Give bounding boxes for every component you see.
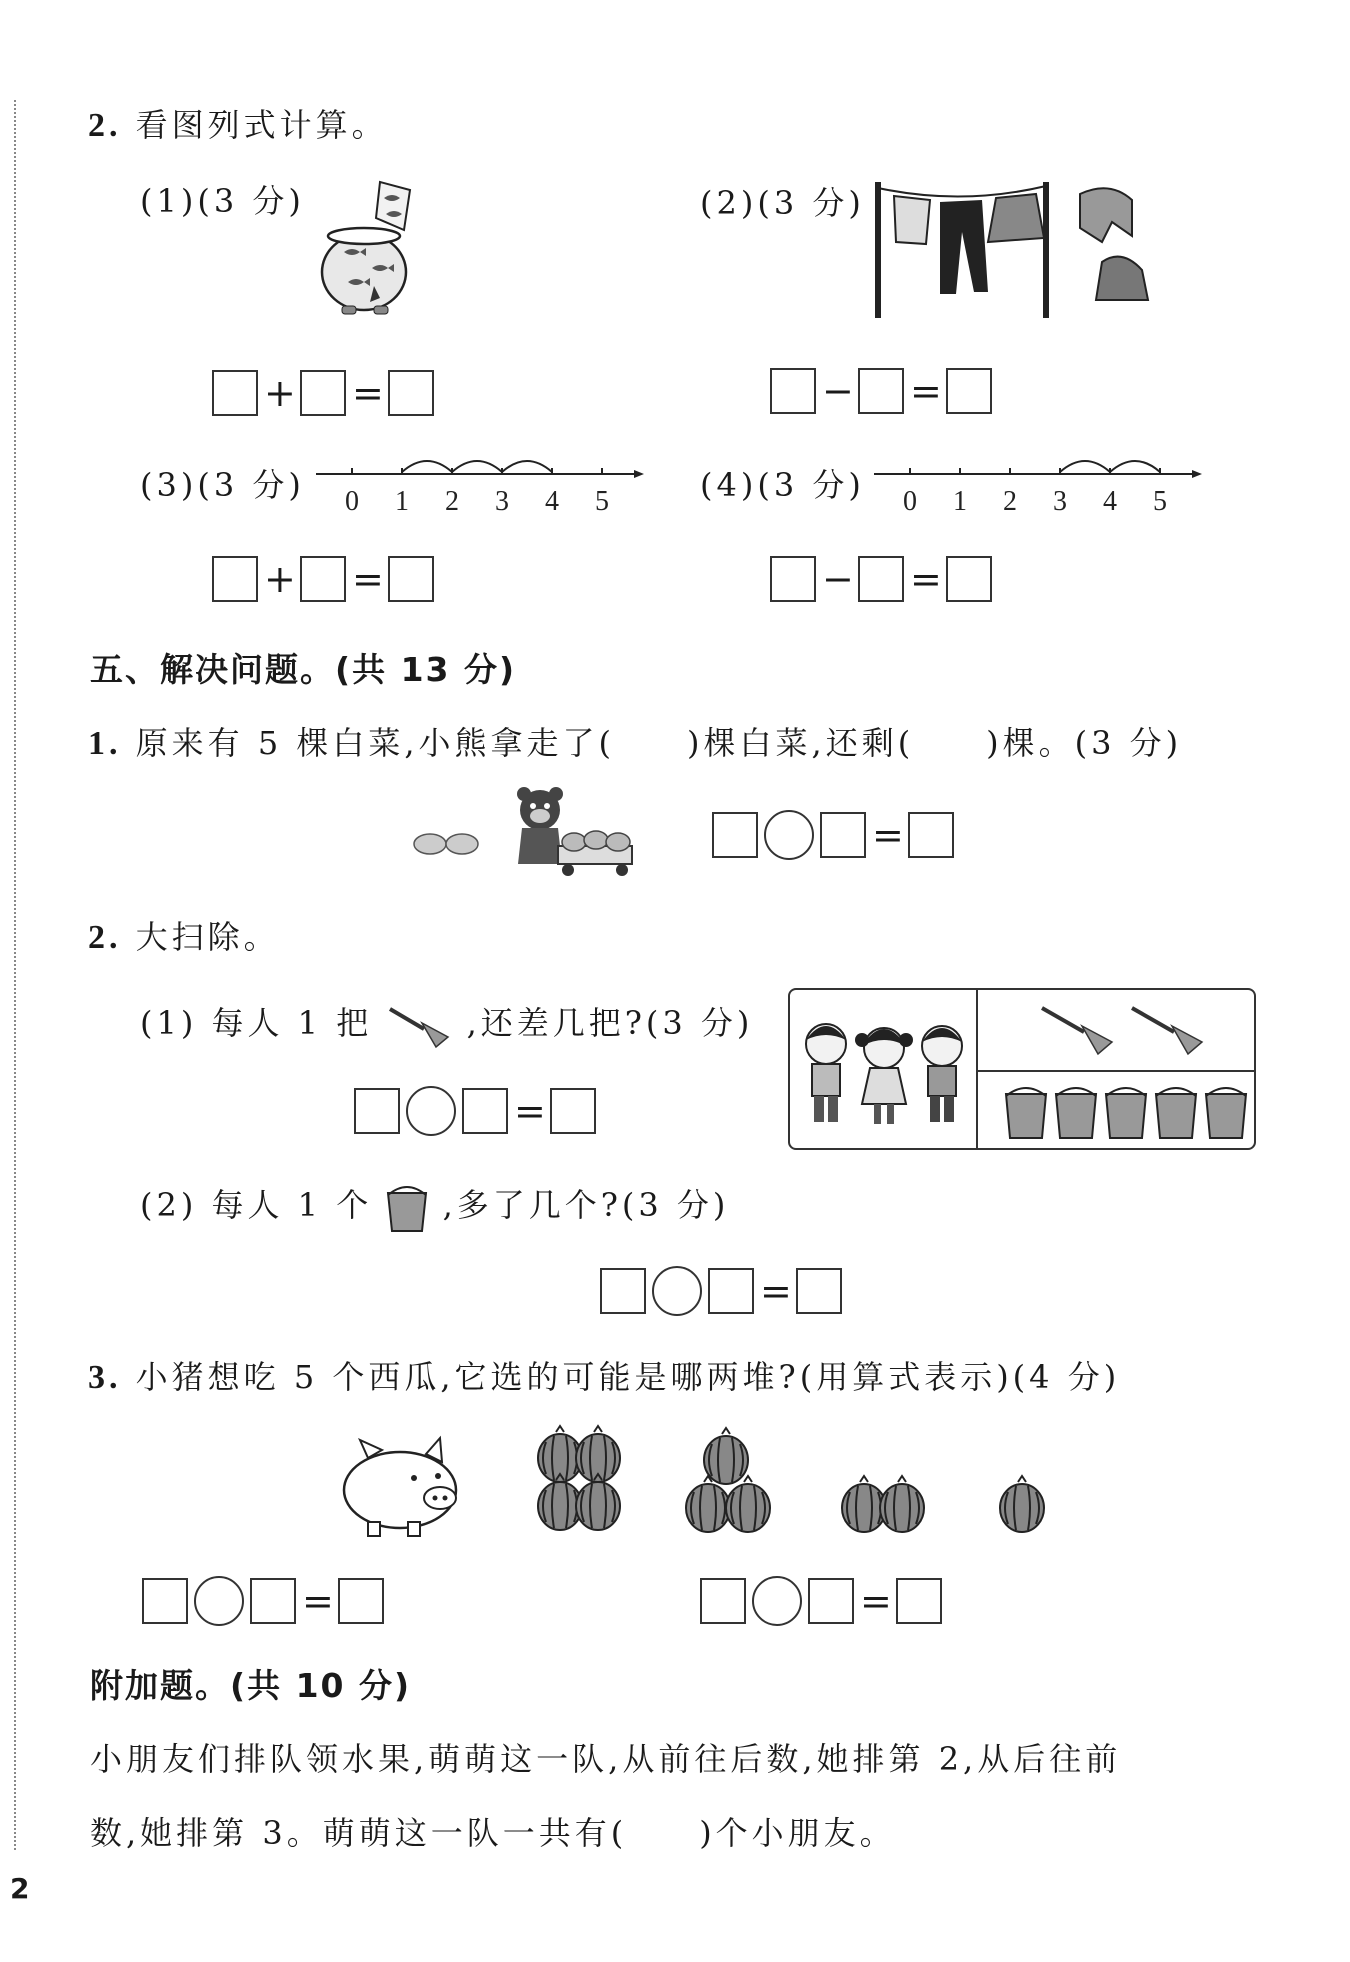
plus-sign: +: [264, 371, 296, 415]
tick-label: 2: [1003, 486, 1017, 517]
equals-sign: =: [760, 1269, 792, 1313]
answer-box[interactable]: [600, 1268, 646, 1314]
equals-sign: =: [514, 1089, 546, 1133]
s5-question-3: [88, 1352, 1120, 1398]
answer-box[interactable]: [388, 556, 434, 602]
minus-sign: −: [822, 369, 854, 413]
tick-label: 5: [1153, 486, 1167, 517]
answer-box[interactable]: [796, 1268, 842, 1314]
number-line-4: [872, 450, 1202, 520]
tick-label: 0: [903, 486, 917, 517]
equation-s5-q2-2: [600, 1266, 842, 1316]
broom-icon: [1036, 1000, 1236, 1060]
answer-box[interactable]: [250, 1578, 296, 1624]
binding-margin-line: [14, 100, 16, 1850]
answer-box[interactable]: [946, 556, 992, 602]
watermelon-pile-1: [1000, 1476, 1044, 1532]
equation-part-2: [770, 368, 992, 414]
question-text: 小猪想吃 5 个西瓜,它选的可能是哪两堆?(用算式表示)(4 分): [135, 1358, 1121, 1396]
bucket-icon: [1002, 1084, 1252, 1144]
watermelon-piles: [532, 1424, 1072, 1554]
operator-circle[interactable]: [752, 1576, 802, 1626]
answer-box[interactable]: [770, 368, 816, 414]
answer-box[interactable]: [388, 370, 434, 416]
tick-label: 2: [445, 486, 459, 517]
part-4-label: (4)(3 分): [700, 466, 865, 504]
divider: [976, 990, 978, 1148]
question-number: 2.: [88, 919, 122, 956]
part-text: (2) 每人 1 个: [140, 1186, 373, 1224]
answer-box[interactable]: [946, 368, 992, 414]
children-icon: [796, 1010, 972, 1136]
bonus-text-line-1: 小朋友们排队领水果,萌萌这一队,从前往后数,她排第 2,从后往前: [90, 1740, 1122, 1778]
tick-label: 4: [545, 486, 559, 517]
answer-box[interactable]: [212, 370, 258, 416]
page-number: 2: [10, 1872, 30, 1905]
equals-sign: =: [352, 557, 384, 601]
clothesline-icon: [870, 172, 1170, 320]
question-text: 看图列式计算。: [135, 106, 388, 144]
question-number: 2.: [88, 107, 122, 144]
bonus-text-line-2: 数,她排第 3。萌萌这一队一共有( )个小朋友。: [90, 1814, 896, 1852]
plus-sign: +: [264, 557, 296, 601]
answer-box[interactable]: [820, 812, 866, 858]
question-number: 1.: [88, 725, 122, 762]
bucket-icon: [386, 1183, 428, 1233]
answer-box[interactable]: [770, 556, 816, 602]
equals-sign: =: [860, 1579, 892, 1623]
answer-box[interactable]: [712, 812, 758, 858]
equation-s5-q3-2: [700, 1576, 942, 1626]
broom-icon: [386, 1003, 452, 1049]
answer-box[interactable]: [808, 1578, 854, 1624]
section-5-heading: 五、解决问题。(共 13 分): [90, 650, 517, 689]
answer-box[interactable]: [550, 1088, 596, 1134]
bonus-heading: 附加题。(共 10 分): [90, 1666, 412, 1705]
answer-box[interactable]: [896, 1578, 942, 1624]
part-text: (1) 每人 1 把: [140, 1004, 373, 1042]
equation-part-4: [770, 556, 992, 602]
tick-label: 1: [395, 486, 409, 517]
equals-sign: =: [910, 557, 942, 601]
fishbowl-icon: [312, 172, 422, 320]
answer-box[interactable]: [858, 368, 904, 414]
bear-with-cabbage-icon: [410, 784, 640, 884]
tick-label: 1: [953, 486, 967, 517]
equals-sign: =: [910, 369, 942, 413]
equation-s5-q2-1: [354, 1086, 596, 1136]
answer-box[interactable]: [142, 1578, 188, 1624]
s5-question-2: [88, 912, 280, 958]
answer-box[interactable]: [300, 370, 346, 416]
equals-sign: =: [302, 1579, 334, 1623]
question-2-title: [88, 100, 388, 146]
part-text: ,还差几把?(3 分): [466, 1004, 754, 1042]
answer-box[interactable]: [908, 812, 954, 858]
part-3-label: (3)(3 分): [140, 466, 305, 504]
divider: [978, 1070, 1254, 1072]
number-line-3: [314, 450, 644, 520]
equals-sign: =: [352, 371, 384, 415]
part-2-label: (2)(3 分): [700, 184, 865, 222]
part-1-label: (1)(3 分): [140, 182, 305, 220]
question-text: 大扫除。: [135, 918, 280, 956]
s5-q2-part-1: [140, 998, 753, 1049]
answer-box[interactable]: [338, 1578, 384, 1624]
equation-part-1: [212, 370, 434, 416]
pig-icon: [338, 1432, 478, 1542]
tick-label: 3: [495, 486, 509, 517]
answer-box[interactable]: [708, 1268, 754, 1314]
operator-circle[interactable]: [406, 1086, 456, 1136]
watermelon-pile-4: [538, 1426, 620, 1530]
equation-s5-q1: [712, 810, 954, 860]
equals-sign: =: [872, 813, 904, 857]
answer-box[interactable]: [858, 556, 904, 602]
answer-box[interactable]: [212, 556, 258, 602]
equation-part-3: [212, 556, 434, 602]
equation-s5-q3-1: [142, 1576, 384, 1626]
s5-question-1: [88, 718, 1182, 764]
tick-label: 4: [1103, 486, 1117, 517]
question-number: 3.: [88, 1359, 122, 1396]
children-tools-table: [788, 988, 1256, 1150]
tick-label: 0: [345, 486, 359, 517]
s5-q2-part-2: [140, 1180, 729, 1233]
watermelon-pile-2: [842, 1476, 924, 1532]
minus-sign: −: [822, 557, 854, 601]
watermelon-pile-3: [686, 1428, 770, 1532]
tick-label: 5: [595, 486, 609, 517]
answer-box[interactable]: [300, 556, 346, 602]
answer-box[interactable]: [462, 1088, 508, 1134]
answer-box[interactable]: [354, 1088, 400, 1134]
operator-circle[interactable]: [194, 1576, 244, 1626]
tick-label: 3: [1053, 486, 1067, 517]
operator-circle[interactable]: [652, 1266, 702, 1316]
question-text: 原来有 5 棵白菜,小熊拿走了( )棵白菜,还剩( )棵。(3 分): [135, 724, 1183, 762]
operator-circle[interactable]: [764, 810, 814, 860]
part-text: ,多了几个?(3 分): [442, 1186, 730, 1224]
answer-box[interactable]: [700, 1578, 746, 1624]
